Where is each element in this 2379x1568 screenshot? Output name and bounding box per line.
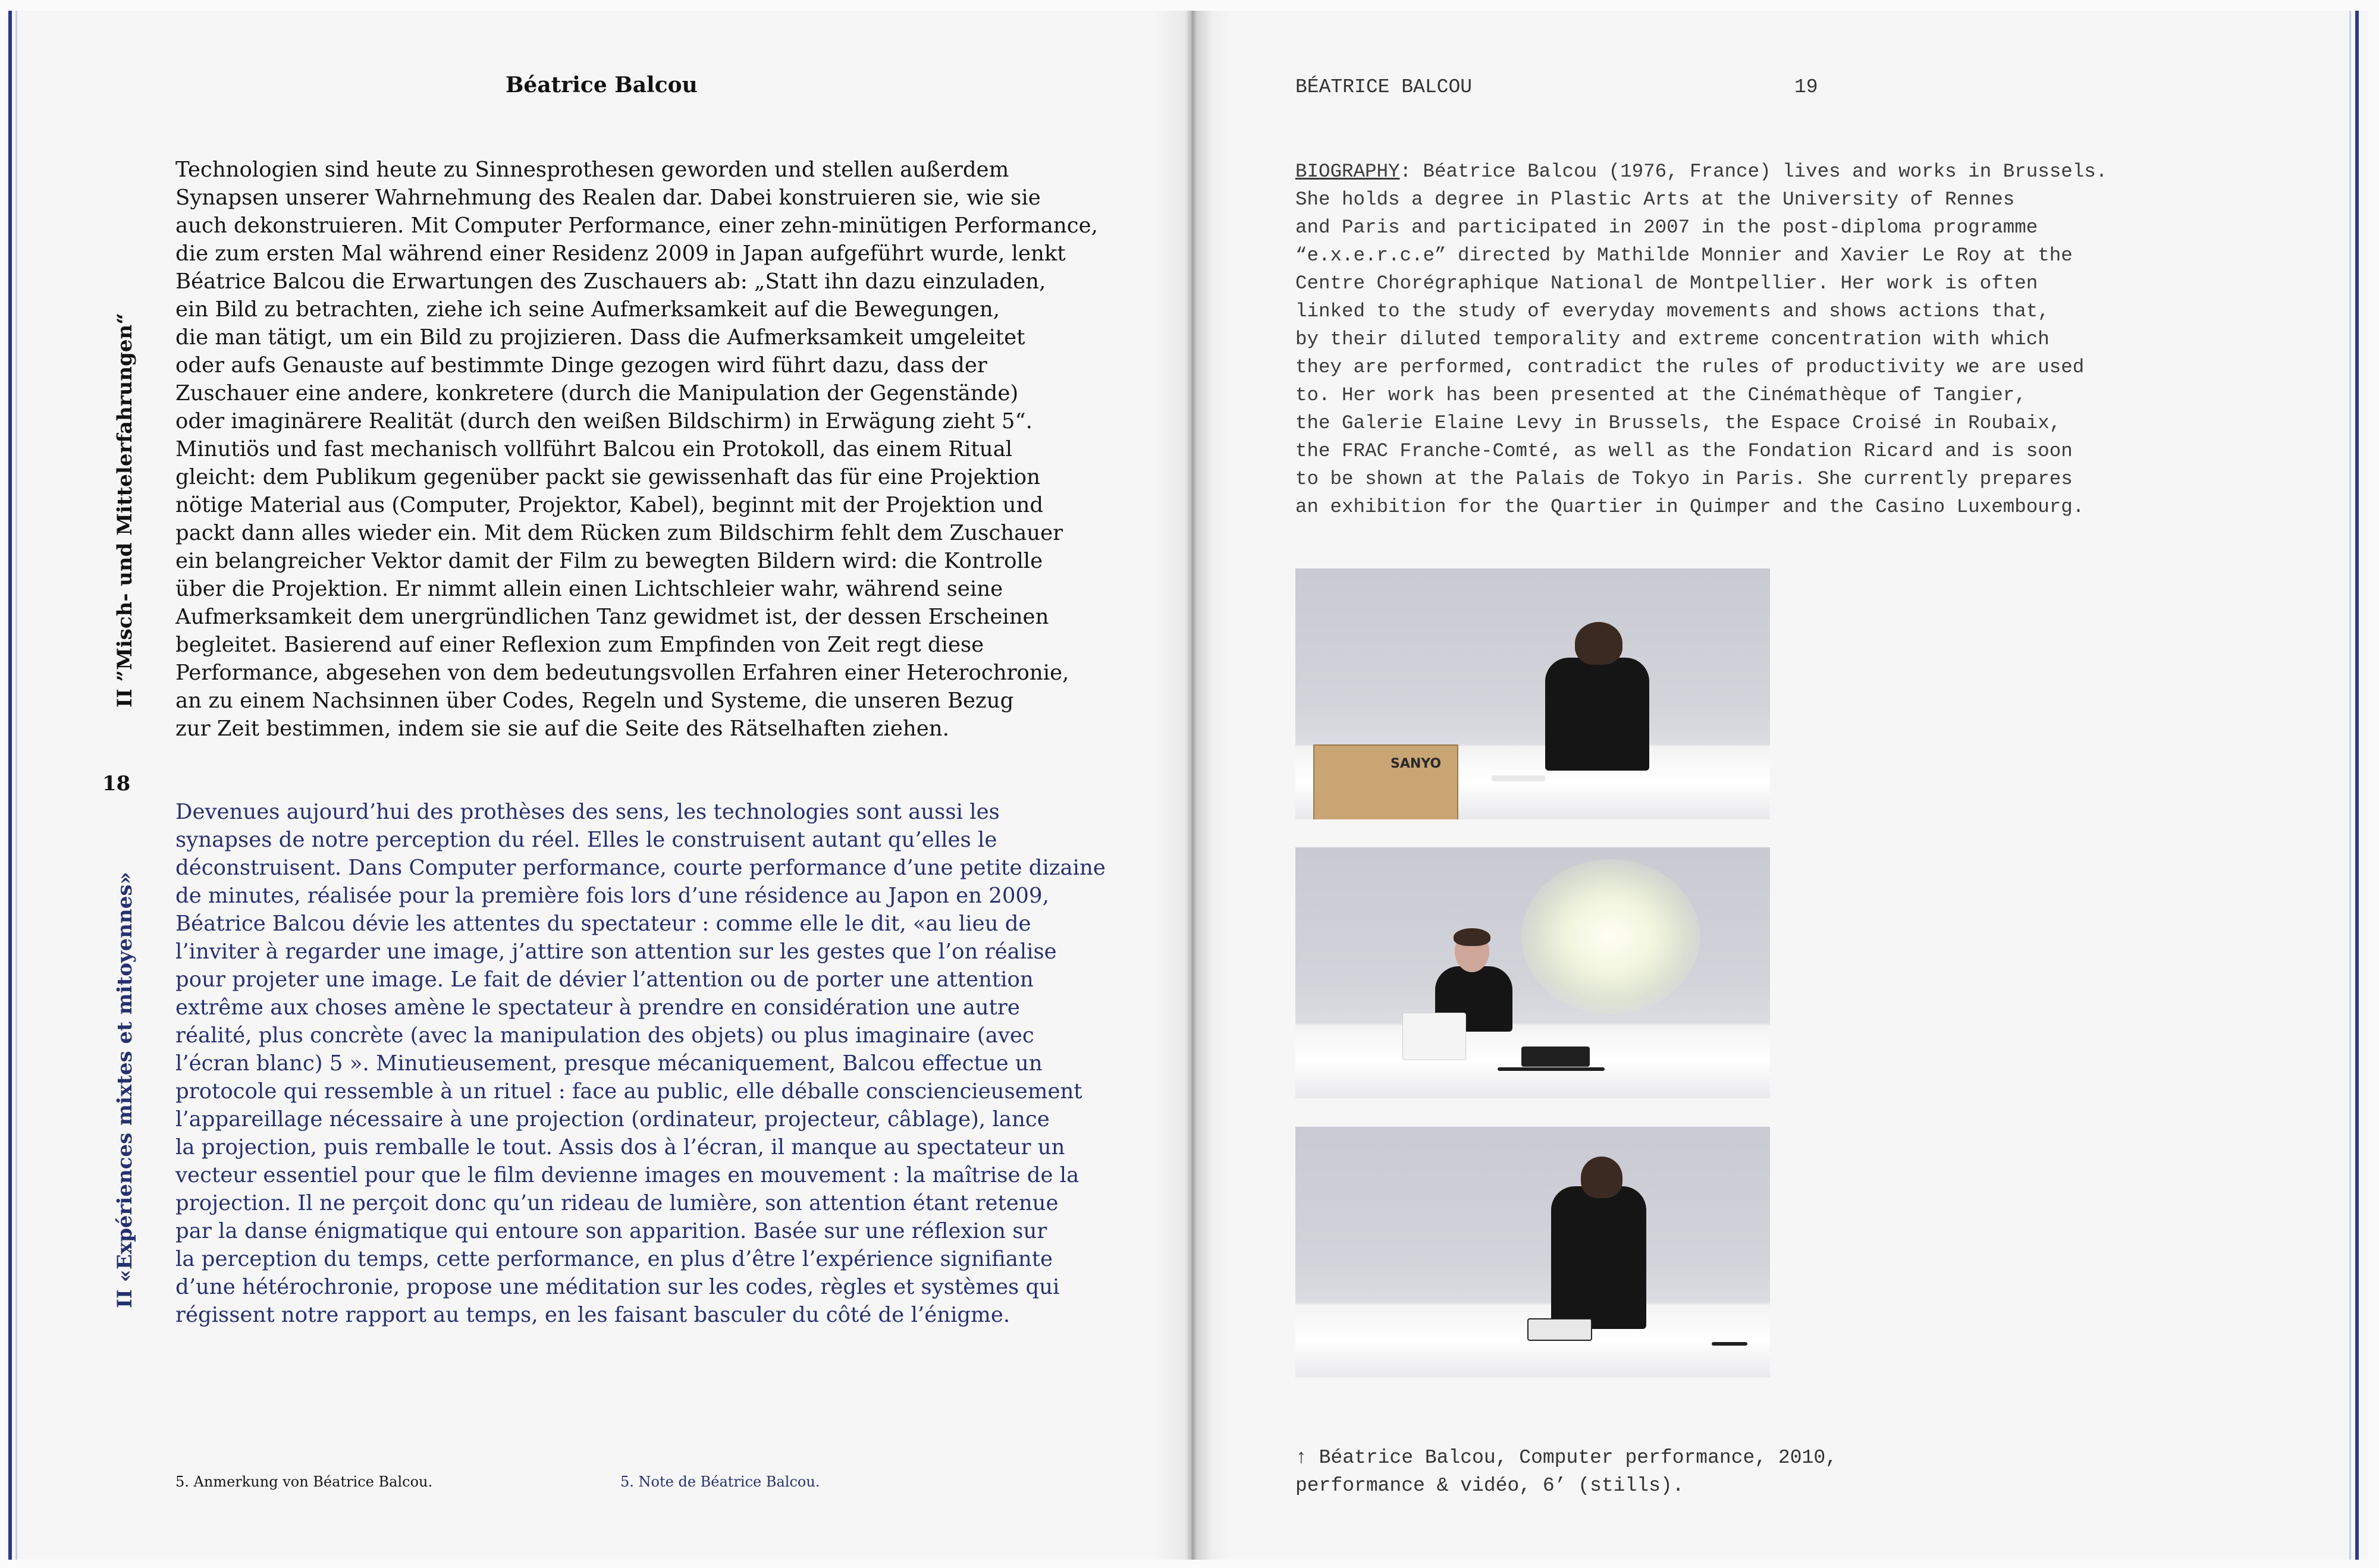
french-line: déconstruisent. Dans Computer performance, courte performance d’une petite dizaine <box>175 856 1106 880</box>
footnote-german: 5. Anmerkung von Béatrice Balcou. <box>175 1473 433 1490</box>
french-line: extrême aux choses amène le spectateur à prendre en considération une autre <box>175 995 1020 1020</box>
performance-still-1 <box>1295 568 1770 819</box>
french-line: protocole qui ressemble à un rituel : face au public, elle déballe consciencieusement <box>175 1079 1082 1104</box>
projector <box>1527 1318 1592 1341</box>
performer-figure <box>1551 1186 1646 1329</box>
german-line: zur Zeit bestimmen, indem sie sie auf die Seite des Rätselhaften ziehen. <box>175 717 949 741</box>
french-line: Béatrice Balcou dévie les attentes du spectateur : comme elle le dit, «au lieu de <box>175 912 1031 936</box>
page-title: Béatrice Balcou <box>506 73 698 98</box>
biography-block <box>1295 158 2247 521</box>
german-line: Synapsen unserer Wahrnehmung des Realen dar. Dabei konstruieren sie, wie sie <box>175 186 1041 210</box>
biography-line: Centre Chorégraphique National de Montpellier. Her work is often <box>1295 272 2038 294</box>
french-line: régissent notre rapport au temps, en les faisant basculer du côté de l’énigme. <box>175 1303 1010 1327</box>
german-line: über die Projektion. Er nimmt allein einen Lichtschleier wahr, während seine <box>175 577 1003 601</box>
german-line: nötige Material aus (Computer, Projektor, Kabel), beginnt mit der Projektion und <box>175 493 1044 517</box>
box-brand-label: SANYO <box>1391 756 1442 771</box>
cable <box>1498 1067 1605 1071</box>
section-label-german: II ”Misch- und Mittelerfahrungen“ <box>113 313 137 708</box>
projection-light <box>1521 859 1700 1014</box>
biography-line: “e.x.e.r.c.e” directed by Mathilde Monnier and Xavier Le Roy at the <box>1295 244 2073 266</box>
performer-head <box>1575 622 1622 665</box>
performance-still-3 <box>1295 1127 1770 1378</box>
german-line: ein belangreicher Vektor damit der Film zu bewegten Bildern wird: die Kontrolle <box>175 549 1043 573</box>
page-number-left: 18 <box>102 772 131 796</box>
german-line: Technologien sind heute zu Sinnesprothesen geworden und stellen außerdem <box>175 158 1009 182</box>
french-line: synapses de notre perception du réel. Elles le construisent autant qu’elles le <box>175 828 997 852</box>
german-line: die man tätigt, um ein Bild zu projizieren. Dass die Aufmerksamkeit umgeleitet <box>175 325 1025 350</box>
left-page-edge-inner <box>15 11 17 1560</box>
german-line: die zum ersten Mal während einer Residenz 2009 in Japan aufgeführt wurde, lenkt <box>175 241 1066 266</box>
french-line: l’appareillage nécessaire à une projection (ordinateur, projecteur, câblage), lance <box>175 1107 1050 1132</box>
french-line: par la danse énigmatique qui entoure son apparition. Basée sur une réflexion sur <box>175 1219 1047 1243</box>
projector-box <box>1313 744 1458 819</box>
german-line: Béatrice Balcou die Erwartungen des Zuschauers ab: „Statt ihn dazu einzuladen, <box>175 269 1046 294</box>
biography-first-line <box>1295 158 2247 186</box>
german-line: Performance, abgesehen von dem bedeutungsvollen Erfahren einer Heterochronie, <box>175 661 1069 685</box>
biography-line: : Béatrice Balcou (1976, France) lives and works in Brussels. <box>1399 161 2108 183</box>
gutter-shadow <box>1154 11 1231 1560</box>
french-text-block <box>175 798 1106 1329</box>
projector <box>1521 1047 1590 1067</box>
german-text-block <box>175 156 1098 743</box>
french-line: vecteur essentiel pour que le film devienne images en mouvement : la maîtrise de la <box>175 1163 1079 1187</box>
biography-line: by their diluted temporality and extreme concentration with which <box>1295 328 2050 350</box>
biography-line: the FRAC Franche-Comté, as well as the Fondation Ricard and is soon <box>1295 440 2073 462</box>
biography-line: they are performed, contradict the rules of productivity we are used <box>1295 356 2085 378</box>
performer-figure <box>1545 658 1649 771</box>
performer-head <box>1581 1157 1622 1198</box>
section-label-french: II «Expériences mixtes et mitoyennes» <box>113 872 137 1308</box>
french-line: réalité, plus concrète (avec la manipulation des objets) ou plus imaginaire (avec <box>175 1023 1034 1048</box>
biography-line: to. Her work has been presented at the Cinémathèque of Tangier, <box>1295 384 2026 406</box>
german-line: begleitet. Basierend auf einer Reflexion zum Empfinden von Zeit regt diese <box>175 633 984 657</box>
biography-label: BIOGRAPHY <box>1295 161 1400 183</box>
performance-still-2 <box>1295 847 1770 1098</box>
french-line: l’inviter à regarder une image, j’attire son attention sur les gestes que l’on réalise <box>175 939 1057 964</box>
german-line: packt dann alles wieder ein. Mit dem Rücken zum Bildschirm fehlt dem Zuschauer <box>175 521 1063 545</box>
biography-line: an exhibition for the Quartier in Quimper and the Casino Luxembourg. <box>1295 496 2085 518</box>
caption-line: ↑ Béatrice Balcou, Computer performance, 2010, <box>1295 1447 1837 1469</box>
right-page-edge-inner <box>2349 11 2351 1560</box>
french-line: l’écran blanc) 5 ». Minutieusement, presque mécaniquement, Balcou effectue un <box>175 1051 1043 1076</box>
biography-line: to be shown at the Palais de Tokyo in Paris. She currently prepares <box>1295 468 2073 490</box>
german-line: ein Bild zu betrachten, ziehe ich seine Aufmerksamkeit auf die Bewegungen, <box>175 297 1000 322</box>
german-line: oder aufs Genauste auf bestimmte Dinge gezogen wird führt dazu, dass der <box>175 353 987 378</box>
french-line: Devenues aujourd’hui des prothèses des sens, les technologies sont aussi les <box>175 800 1000 824</box>
photo-caption <box>1295 1444 2247 1500</box>
footnote-french: 5. Note de Béatrice Balcou. <box>620 1473 820 1490</box>
cable <box>1712 1342 1747 1346</box>
german-line: Minutiös und fast mechanisch vollführt Balcou ein Protokoll, das einem Ritual <box>175 437 1013 461</box>
laptop <box>1402 1013 1466 1060</box>
caption-line: performance & vidéo, 6’ (stills). <box>1295 1475 1684 1497</box>
german-line: oder imaginärere Realität (durch den weißen Bildschirm) in Erwägung zieht 5“. <box>175 409 1032 433</box>
german-line: auch dekonstruieren. Mit Computer Performance, einer zehn-minütigen Performance, <box>175 213 1098 238</box>
running-header: BÉATRICE BALCOU <box>1295 76 1473 98</box>
performer-hair <box>1454 928 1490 946</box>
french-line: d’une hétérochronie, propose une méditation sur les codes, règles et systèmes qui <box>175 1275 1060 1299</box>
french-line: de minutes, réalisée pour la première fois lors d’une résidence au Japon en 2009, <box>175 884 1049 908</box>
page-number-right: 19 <box>1794 76 1818 98</box>
german-line: gleicht: dem Publikum gegenüber packt sie gewissenhaft das für eine Projektion <box>175 465 1041 489</box>
biography-line: and Paris and participated in 2007 in the post-diploma programme <box>1295 216 2038 238</box>
french-line: projection. Il ne perçoit donc qu’un rideau de lumière, son attention étant retenue <box>175 1191 1059 1215</box>
left-page-edge <box>8 11 12 1560</box>
german-line: an zu einem Nachsinnen über Codes, Regeln und Systeme, die unseren Bezug <box>175 689 1014 713</box>
french-line: la perception du temps, cette performance, en plus d’être l’expérience signifiante <box>175 1247 1053 1271</box>
french-line: pour projeter une image. Le fait de dévier l’attention ou de porter une attention <box>175 967 1034 992</box>
paper-sheet <box>1492 775 1545 781</box>
french-line: la projection, puis remballe le tout. Assis dos à l’écran, il manque au spectateur un <box>175 1135 1065 1159</box>
biography-line: the Galerie Elaine Levy in Brussels, the Espace Croisé in Roubaix, <box>1295 412 2061 434</box>
german-line: Zuschauer eine andere, konkretere (durch die Manipulation der Gegenstände) <box>175 381 1019 406</box>
biography-line: She holds a degree in Plastic Arts at the University of Rennes <box>1295 188 2015 210</box>
biography-line: linked to the study of everyday movements and shows actions that, <box>1295 300 2050 322</box>
right-page-edge <box>2355 11 2359 1560</box>
german-line: Aufmerksamkeit dem unergründlichen Tanz gewidmet ist, der dessen Erscheinen <box>175 605 1049 629</box>
